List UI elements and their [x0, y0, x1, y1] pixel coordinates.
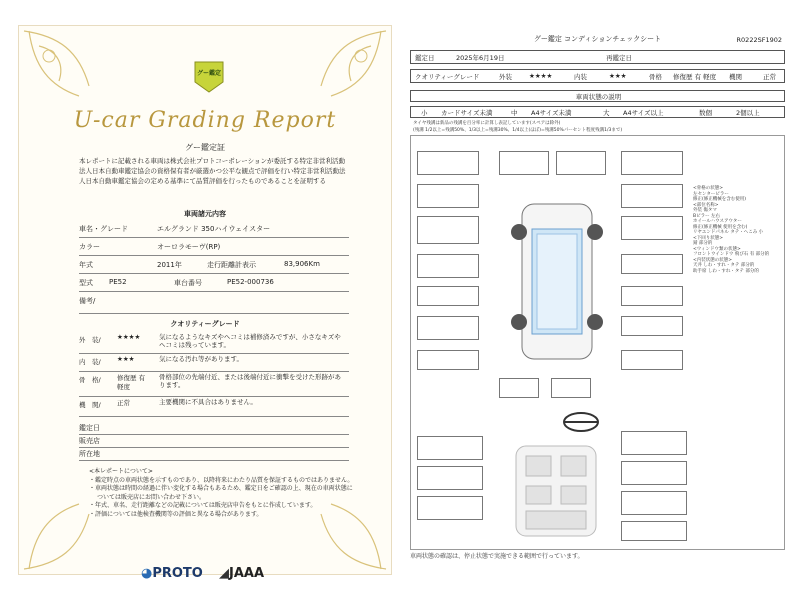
quality-row: [79, 396, 349, 417]
note-item: ・年式、車名、走行距離などの記載については販売店申告をもとに作成しています。: [89, 502, 317, 509]
quality-description: 骨格部位の先端付近、または後端付近に衝撃を受けた形跡があります。: [159, 373, 341, 389]
grade-summary-label: クオリティーグレード: [415, 73, 480, 81]
part-box: [417, 216, 479, 244]
part-box: [417, 184, 479, 208]
part-box: [417, 254, 479, 278]
part-box: [417, 286, 479, 306]
part-box: [551, 378, 591, 398]
badge-text: グー鑑定: [196, 70, 221, 77]
part-box: [621, 254, 683, 274]
grading-certificate: [18, 25, 392, 581]
document-id: R0222SF1902: [736, 36, 782, 44]
size-large-value: A4サイズ以上: [623, 109, 664, 117]
size-legend-row: [410, 106, 785, 118]
sheet-title: グー鑑定 コンディションチェックシート: [533, 35, 662, 43]
date-label: 鑑定日: [415, 54, 435, 62]
color-row: [79, 237, 349, 256]
part-box: [556, 151, 606, 175]
quality-row: [79, 371, 349, 397]
grade-row: [79, 219, 349, 238]
notes-block: [89, 468, 354, 519]
sign-place-label: 所在地: [79, 450, 100, 458]
part-box: [621, 491, 687, 515]
quality-label: 骨 格/: [79, 376, 101, 384]
part-box: [621, 350, 683, 370]
quality-label: 外 装/: [79, 336, 101, 344]
sign-date-row: [79, 421, 349, 435]
int-value: ★★★: [609, 72, 627, 80]
diagram-area: [410, 135, 785, 550]
size-large-key: 大: [603, 109, 610, 117]
year-value: 2011年: [157, 261, 182, 269]
part-box: [417, 350, 479, 370]
chassis-label: 車台番号: [174, 279, 202, 287]
jaaa-logo: ◢JAAA: [219, 566, 265, 581]
car-top-view-icon: [507, 194, 607, 369]
goo-badge-logo: [191, 60, 227, 94]
sign-dealer-label: 販売店: [79, 437, 100, 445]
legend-block: <骨格の状態> 左センターピラー 修正(修正機械を含む使用) <部位名称> 外装 傷タマ Bピラー 左右 ホイールハウスアウター 修正(修正機械 使用を含む) リヤエンドパネル タテ・へこみ 小 <下回り状態> 錆 部分的 <ウィンドウ類の状態> フロントウインドウ 飛び石 有 部分的 <内装状態の状態> 天井 しわ・すれ・タテ 部分的 助手席 しわ・すれ・タテ 部分的: [693, 186, 770, 274]
part-box: [621, 184, 683, 208]
size-many-key: 数個: [699, 109, 712, 117]
int-label: 内装: [574, 73, 587, 81]
date-value: 2025年6月19日: [456, 54, 505, 62]
frame-label: 骨格: [649, 73, 662, 81]
jaaa-logo-icon: ◢: [219, 566, 229, 581]
year-row: [79, 255, 349, 274]
note-item: ・車両状態は時間の経過に伴い変化する場合もあるため、鑑定日をご確認の上、現在の車両状態については販売店にお問い合わせ下さい。: [89, 485, 353, 501]
part-box: [621, 521, 687, 541]
remarks-row: [79, 291, 349, 314]
tire-note-1: タイヤ残溝は新品の残溝を百分率に計算し表記しています(スペアは除外): [413, 121, 561, 126]
state-title-row: [410, 90, 785, 102]
mileage-label: 走行距離計表示: [207, 261, 256, 269]
sign-dealer-row: [79, 434, 349, 448]
part-box: [417, 316, 479, 340]
sign-place-row: [79, 447, 349, 461]
model-value: PE52: [109, 278, 127, 286]
part-box: [499, 378, 539, 398]
color-value: オーロラモーヴ(RP): [157, 243, 221, 251]
certificate-title: U-car Grading Report: [73, 108, 337, 133]
model-label: 型式: [79, 279, 93, 287]
engine-value: 正常: [763, 73, 776, 81]
quality-stars: 修復歴 有 軽度: [117, 374, 146, 391]
quality-stars: ★★★★: [117, 333, 141, 341]
proto-logo-icon: ◕: [141, 566, 153, 581]
part-box: [621, 286, 683, 306]
grade-label: 車名・グレード: [79, 225, 128, 233]
part-box: [621, 316, 683, 336]
quality-row: [79, 353, 349, 372]
ext-value: ★★★★: [529, 72, 553, 80]
size-small-key: 小: [421, 109, 428, 117]
engine-label: 機関: [729, 73, 742, 81]
quality-row: [79, 331, 349, 354]
part-box: [499, 151, 549, 175]
proto-logo: ◕PROTO: [141, 566, 203, 581]
intro-text: 本レポートに記載される車両は株式会社プロトコーポレーションが委託する特定非営利活動法人日本自動車鑑定協会の資格保有者が厳選かつ公平な観点で評価を行い特定非営利活動法人日本自動車鑑定協会の定める基準にて品質評価を行ったものであることを証明する: [79, 157, 346, 185]
remarks-label: 備考/: [79, 297, 96, 305]
ext-label: 外装: [499, 73, 512, 81]
size-medium-value: A4サイズ未満: [531, 109, 572, 117]
grade-summary-row: [410, 69, 785, 83]
part-box: [621, 461, 687, 485]
quality-stars: ★★★: [117, 355, 135, 363]
part-box: [417, 151, 479, 175]
grade-value: エルグランド 350ハイウェイスター: [157, 225, 271, 233]
size-small-value: カードサイズ未満: [441, 109, 493, 117]
quality-label: 内 装/: [79, 358, 101, 366]
color-label: カラー: [79, 243, 100, 251]
model-row: [79, 273, 349, 292]
chassis-value: PE52-000736: [227, 278, 274, 286]
state-title: 車両状態の説明: [575, 93, 622, 101]
part-box: [417, 436, 483, 460]
note-item: ・鑑定時点の車両状態を示すものであり、以降将来にわたり品質を保証するものではありません。: [89, 476, 354, 484]
vehicle-section-heading: 車両諸元内容: [184, 210, 226, 218]
quality-section-heading: クオリティーグレード: [170, 320, 240, 328]
steering-wheel-icon: [561, 411, 601, 433]
part-box: [417, 496, 483, 520]
sheet-footer: 車両状態の確認は、停止状態で実施できる範囲で行っています。: [410, 553, 584, 560]
quality-description: 気になる汚れ等があります。: [159, 355, 243, 363]
note-item: ・評価については他検査機関等の評価と異なる場合があります。: [89, 510, 263, 518]
frame-value: 修復歴 有 軽度: [673, 73, 717, 81]
year-label: 年式: [79, 261, 93, 269]
quality-description: 主要機関に不具合はありません。: [159, 398, 257, 406]
part-box: [621, 151, 683, 175]
tire-note-2: (残溝 1/2以上=残溝50%、1/3以上=残溝30%、1/4以上(ほぼ)=残溝50%パーセント程度残溝1/3まで): [413, 128, 623, 133]
quality-stars: 正常: [117, 399, 130, 407]
part-box: [417, 466, 483, 490]
size-many-value: 2個以上: [736, 109, 760, 117]
interior-seat-diagram-icon: [511, 441, 601, 541]
part-box: [621, 216, 683, 240]
size-medium-key: 中: [511, 109, 518, 117]
sign-date-label: 鑑定日: [79, 424, 100, 432]
certificate-subtitle: グー鑑定証: [185, 143, 225, 152]
condition-check-sheet: [405, 25, 790, 573]
date-row: [410, 50, 785, 64]
redate-label: 再鑑定日: [606, 54, 632, 62]
quality-label: 機 関/: [79, 401, 101, 409]
notes-title: <本レポートについて>: [89, 468, 153, 475]
part-box: [621, 431, 687, 455]
mileage-value: 83,906Km: [284, 260, 320, 268]
quality-description: 気になるようなキズやヘコミは補修済みですが、小さなキズやヘコミは残っています。: [159, 333, 341, 349]
